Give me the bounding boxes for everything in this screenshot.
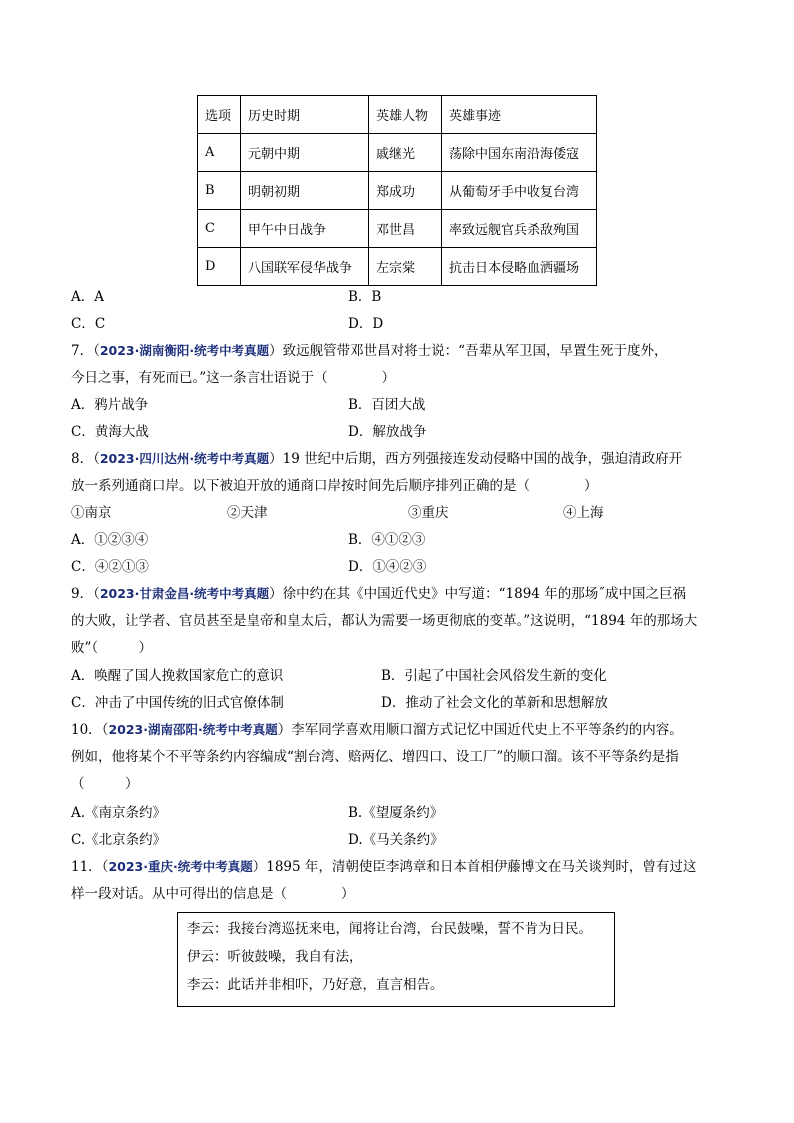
q8-tag-close: ） [269,451,283,467]
q8-item-2: ②天津 [227,505,268,521]
table-cell: A [198,134,241,172]
q8-item-1: ①南京 [71,505,112,521]
q7-option-c[interactable]: C．黄海大战 [71,424,149,440]
q7-tag-close: ） [269,343,283,359]
table-cell: B [198,172,241,210]
q11-stem-text1: 1895 年，清朝使臣李鸿章和日本首相伊藤博文在马关谈判时，曾有过这 [266,859,697,875]
q10-option-c[interactable]: C.《北京条约》 [71,832,167,848]
table-row [198,210,597,248]
header-cell: 英雄人物 [369,96,442,134]
q10-stem-line1 [71,720,683,740]
options-table [197,95,597,286]
q8-source-tag: 2023·四川达州·统考中考真题 [99,451,270,466]
q11-stem-line1 [71,857,696,877]
q10-option-d[interactable]: D.《马关条约》 [348,832,444,848]
q9-option-c[interactable]: C．冲击了中国传统的旧式官僚体制 [71,695,284,711]
q10-option-b[interactable]: B.《望厦条约》 [348,805,444,821]
table-cell: 荡除中国东南沿海倭寇 [442,134,597,172]
q8-stem-line1 [71,449,682,469]
q6-option-b[interactable]: B．B [348,289,382,305]
table-cell: 从葡萄牙手中收复台湾 [442,172,597,210]
q7-option-d[interactable]: D．解放战争 [348,424,427,440]
table-cell: 元朝中期 [241,134,369,172]
q9-option-d[interactable]: D．推动了社会文化的革新和思想解放 [381,695,608,711]
table-cell: 甲午中日战争 [241,210,369,248]
q8-option-b[interactable]: B．④①②③ [348,532,426,548]
table-cell: 左宗棠 [369,248,442,286]
dialog-line-3: 李云：此话并非相吓，乃好意，直言相告。 [187,977,444,993]
q6-option-a[interactable]: A．A [71,289,104,305]
q9-tag-close: ） [269,586,283,602]
table-cell: 明朝初期 [241,172,369,210]
q8-option-c[interactable]: C．④②①③ [71,559,149,575]
q11-tag-close: ） [252,859,267,875]
q11-number: 11．（ [71,859,109,875]
q8-stem-line2: 放一系列通商口岸。以下被迫开放的通商口岸按时间先后顺序排列正确的是（ ） [71,478,598,494]
q7-source-tag: 2023·湖南衡阳·统考中考真题 [99,343,270,358]
q9-option-b[interactable]: B．引起了中国社会风俗发生新的变化 [381,668,607,684]
header-cell: 历史时期 [241,96,369,134]
q9-number: 9．（ [71,586,100,602]
q9-option-a[interactable]: A．唤醒了国人挽救国家危亡的意识 [71,668,284,684]
q6-option-d[interactable]: D．D [348,316,384,332]
q7-option-a[interactable]: A．鸦片战争 [71,397,149,413]
q8-stem-text1: 19 世纪中后期，西方列强接连发动侵略中国的战争，强迫清政府开 [282,451,683,467]
table-cell: 八国联军侵华战争 [241,248,369,286]
q8-option-a[interactable]: A．①②③④ [71,532,149,548]
q7-stem-line2: 今日之事，有死而已。”这一条言壮语说于（ ） [71,370,396,386]
q10-source-tag: 2023·湖南邵阳·统考中考真题 [108,722,278,737]
q7-stem-text1: 致远舰管带邓世昌对将士说：“吾辈从军卫国，早置生死于度外， [282,343,668,359]
table-cell: D [198,248,241,286]
q11-source-tag: 2023·重庆·统考中考真题 [108,859,253,874]
q9-stem-line3: 败”（ ） [71,640,153,656]
dialog-line-2: 伊云：听彼鼓噪，我自有法， [187,949,363,965]
table-cell: 戚继光 [369,134,442,172]
table-cell: 郑成功 [369,172,442,210]
q9-source-tag: 2023·甘肃金昌·统考中考真题 [99,586,270,601]
q9-stem-text1: 徐中约在其《中国近代史》中写道：“1894 年的那场˝成中国之巨祸 [282,586,686,602]
header-cell: 选项 [198,96,241,134]
q10-tag-close: ） [277,722,292,738]
q7-number: 7．（ [71,343,100,359]
q6-option-c[interactable]: C．C [71,316,106,332]
q8-item-4: ④上海 [563,505,604,521]
q10-option-a[interactable]: A.《南京条约》 [71,805,167,821]
table-row [198,134,597,172]
q11-dialog-box [177,912,615,1007]
q9-stem-line1 [71,584,686,604]
q9-stem-line2: 的大败，让学者、官员甚至是皇帝和皇太后，都认为需要一场更彻底的变革。”这说明，“1894 年的那场大 [71,613,698,629]
q10-stem-line3: （ ） [71,776,139,792]
table-cell: 抗击日本侵略血洒疆场 [442,248,597,286]
table-header-row [198,96,597,134]
header-cell: 英雄事迹 [442,96,597,134]
table-row [198,172,597,210]
q8-item-3: ③重庆 [408,505,449,521]
q10-stem-text1: 李军同学喜欢用顺口溜方式记忆中国近代史上不平等条约的内容。 [291,722,683,738]
q8-number: 8．（ [71,451,100,467]
q7-stem-line1 [71,341,668,361]
q7-option-b[interactable]: B．百团大战 [348,397,426,413]
table-cell: 邓世昌 [369,210,442,248]
table-cell: C [198,210,241,248]
table-cell: 率致远舰官兵杀敌殉国 [442,210,597,248]
q10-number: 10．（ [71,722,109,738]
q8-option-d[interactable]: D．①④②③ [348,559,427,575]
q10-stem-line2: 例如，他将某个不平等条约内容编成“割台湾、赔两亿、增四口、设工厂”的顺口溜。该不平等条约是指 [71,749,679,765]
q11-stem-line2: 样一段对话。从中可得出的信息是（ ） [71,886,355,902]
table-row [198,248,597,286]
dialog-line-1: 李云：我接台湾巡抚来电，闻将让台湾，台民鼓噪，誓不肯为日民。 [187,921,592,937]
